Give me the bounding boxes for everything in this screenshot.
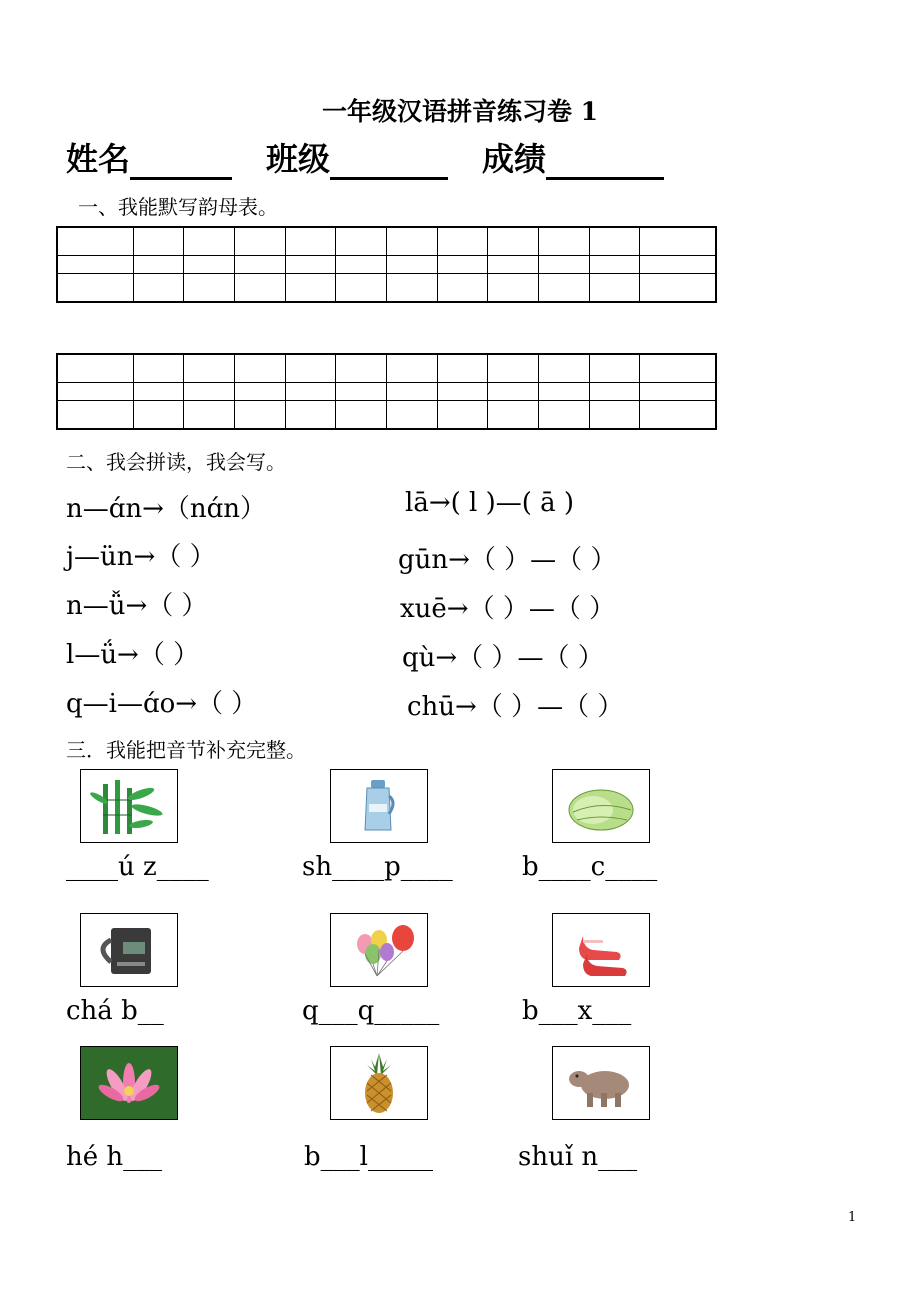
grid-cell[interactable]	[184, 401, 235, 429]
grid-row	[57, 354, 716, 382]
grid-cell[interactable]	[640, 382, 716, 401]
grid-cell[interactable]	[589, 354, 640, 382]
class-blank[interactable]	[330, 143, 448, 180]
grid-cell[interactable]	[386, 354, 437, 382]
grid-cell[interactable]	[386, 382, 437, 401]
hippo-picture	[552, 1046, 650, 1120]
grid-cell[interactable]	[539, 401, 590, 429]
grid-row	[57, 274, 716, 302]
grid-cell[interactable]	[488, 274, 539, 302]
grid-cell[interactable]	[285, 255, 336, 274]
grid-cell[interactable]	[285, 227, 336, 255]
pinyin-row-4-right: qù→（ ）—（ ）	[402, 643, 604, 673]
grid-cell[interactable]	[589, 227, 640, 255]
grid-cell[interactable]	[589, 255, 640, 274]
pineapple-picture	[330, 1046, 428, 1120]
grid-cell[interactable]	[234, 401, 285, 429]
student-info-header	[66, 134, 664, 180]
vowel-table-1[interactable]	[56, 226, 717, 303]
grid-cell[interactable]	[57, 227, 133, 255]
grid-cell[interactable]	[133, 274, 184, 302]
grid-cell[interactable]	[488, 401, 539, 429]
grid-cell[interactable]	[234, 382, 285, 401]
grid-cell[interactable]	[488, 227, 539, 255]
grid-cell[interactable]	[488, 255, 539, 274]
grid-cell[interactable]	[57, 382, 133, 401]
syllable-label-4: chá b__	[66, 996, 164, 1026]
grid-cell[interactable]	[589, 401, 640, 429]
grid-cell[interactable]	[640, 354, 716, 382]
grid-cell[interactable]	[133, 401, 184, 429]
grid-cell[interactable]	[57, 354, 133, 382]
section3-heading: 三．我能把音节补充完整。	[66, 738, 306, 762]
pinyin-row-1-right: lā→( l )—( ā )	[405, 488, 575, 518]
pinyin-row-5-left: q—i—ɑ́o→（ ）	[66, 689, 258, 719]
grid-cell[interactable]	[336, 227, 387, 255]
balloons-picture	[330, 913, 428, 987]
grid-row	[57, 401, 716, 429]
grid-cell[interactable]	[539, 354, 590, 382]
grid-cell[interactable]	[57, 255, 133, 274]
grid-cell[interactable]	[488, 382, 539, 401]
grid-cell[interactable]	[437, 274, 488, 302]
name-blank[interactable]	[130, 143, 232, 180]
score-blank[interactable]	[546, 143, 664, 180]
grid-cell[interactable]	[539, 255, 590, 274]
grid-cell[interactable]	[640, 274, 716, 302]
grid-row	[57, 255, 716, 274]
thermos-picture	[330, 769, 428, 843]
grid-cell[interactable]	[234, 354, 285, 382]
bamboo-picture	[80, 769, 178, 843]
grid-cell[interactable]	[234, 227, 285, 255]
grid-cell[interactable]	[133, 382, 184, 401]
pinyin-row-3-right: xuē→（ ）—（ ）	[400, 594, 616, 624]
pinyin-row-2-right: gūn→（ ）—（ ）	[398, 545, 617, 575]
pinyin-row-2-left: j—ün→（ ）	[66, 542, 216, 572]
grid-cell[interactable]	[589, 274, 640, 302]
syllable-label-5: q___q_____	[302, 996, 440, 1026]
grid-row	[57, 227, 716, 255]
grid-cell[interactable]	[133, 354, 184, 382]
score-label: 成绩	[482, 140, 547, 178]
pinyin-row-3-left: n—ǚ→（ ）	[66, 591, 208, 621]
grid-cell[interactable]	[184, 354, 235, 382]
lotus-picture	[80, 1046, 178, 1120]
grid-cell[interactable]	[184, 382, 235, 401]
grid-cell[interactable]	[437, 401, 488, 429]
cabbage-picture	[552, 769, 650, 843]
section1-heading: 一、我能默写韵母表。	[78, 195, 278, 219]
grid-cell[interactable]	[437, 227, 488, 255]
grid-cell[interactable]	[640, 255, 716, 274]
syllable-label-3: b____c____	[522, 852, 658, 882]
grid-cell[interactable]	[539, 274, 590, 302]
grid-cell[interactable]	[234, 255, 285, 274]
grid-cell[interactable]	[133, 255, 184, 274]
pinyin-row-4-left: l—ǘ→（ ）	[66, 640, 200, 670]
grid-row	[57, 382, 716, 401]
grid-cell[interactable]	[336, 382, 387, 401]
grid-cell[interactable]	[285, 382, 336, 401]
grid-cell[interactable]	[184, 227, 235, 255]
syllable-label-2: sh____p____	[302, 852, 453, 882]
grid-cell[interactable]	[386, 274, 437, 302]
grid-cell[interactable]	[336, 274, 387, 302]
grid-cell[interactable]	[488, 354, 539, 382]
grid-cell[interactable]	[285, 354, 336, 382]
grid-cell[interactable]	[386, 401, 437, 429]
grid-cell[interactable]	[437, 382, 488, 401]
syllable-label-8: b___l_____	[304, 1142, 433, 1172]
grid-cell[interactable]	[640, 227, 716, 255]
section2-heading: 二、我会拼读，我会写。	[66, 450, 286, 474]
shoes-picture	[552, 913, 650, 987]
grid-cell[interactable]	[539, 382, 590, 401]
grid-cell[interactable]	[285, 274, 336, 302]
vowel-table-2[interactable]	[56, 353, 717, 430]
grid-cell[interactable]	[57, 401, 133, 429]
syllable-label-6: b___x___	[522, 996, 632, 1026]
page-number: 1	[848, 1210, 857, 1225]
grid-cell[interactable]	[640, 401, 716, 429]
pinyin-row-5-right: chū→（ ）—（ ）	[407, 692, 624, 722]
grid-cell[interactable]	[133, 227, 184, 255]
class-label: 班级	[266, 140, 331, 178]
syllable-label-1: ____ú z____	[66, 852, 209, 882]
tea-cup-picture	[80, 913, 178, 987]
grid-cell[interactable]	[437, 255, 488, 274]
grid-cell[interactable]	[589, 382, 640, 401]
grid-cell[interactable]	[386, 255, 437, 274]
grid-cell[interactable]	[336, 354, 387, 382]
syllable-label-7: hé h___	[66, 1142, 163, 1172]
grid-cell[interactable]	[539, 227, 590, 255]
name-label: 姓名	[66, 140, 131, 178]
grid-cell[interactable]	[437, 354, 488, 382]
pinyin-row-1-left: n—ɑ́n→（nɑ́n）	[66, 494, 267, 524]
grid-cell[interactable]	[57, 274, 133, 302]
grid-cell[interactable]	[184, 255, 235, 274]
grid-cell[interactable]	[285, 401, 336, 429]
grid-cell[interactable]	[386, 227, 437, 255]
page-title: 一年级汉语拼音练习卷 1	[321, 97, 599, 126]
syllable-label-9: shuǐ n___	[518, 1142, 638, 1172]
grid-cell[interactable]	[336, 255, 387, 274]
grid-cell[interactable]	[184, 274, 235, 302]
grid-cell[interactable]	[336, 401, 387, 429]
grid-cell[interactable]	[234, 274, 285, 302]
